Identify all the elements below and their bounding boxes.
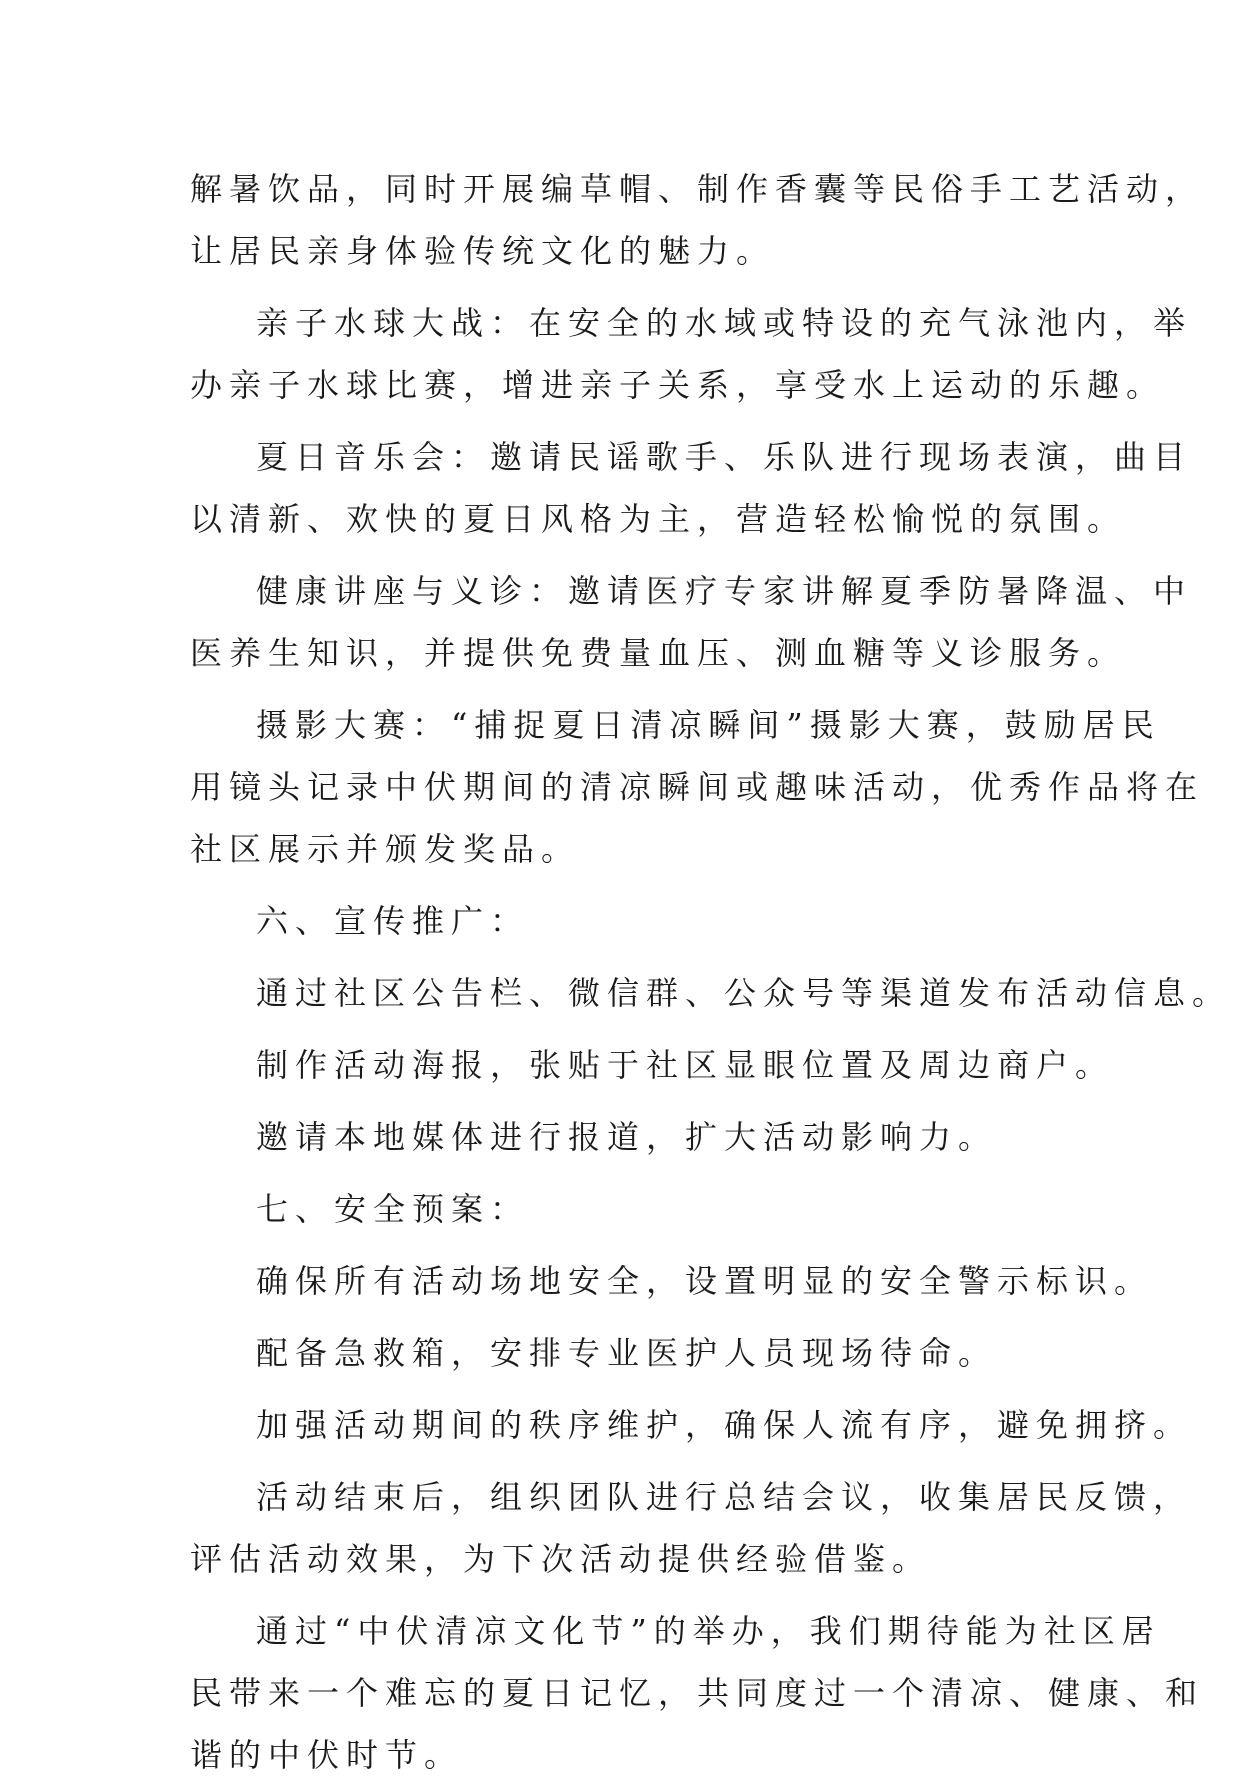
text-line: 医养生知识，并提供免费量血压、测血糖等义诊服务。 (190, 634, 1127, 672)
document-body (190, 158, 1232, 1786)
text-line: 社区展示并颁发奖品。 (190, 830, 581, 868)
text-line: 通过“中伏清凉文化节”的举办，我们期待能为社区居 (256, 1612, 1161, 1650)
text-line: 评估活动效果，为下次活动提供经验借鉴。 (190, 1540, 932, 1578)
text-line: 活动结束后，组织团队进行总结会议，收集居民反馈， (256, 1478, 1193, 1516)
text-line: 用镜头记录中伏期间的清凉瞬间或趣味活动，优秀作品将在 (190, 768, 1205, 806)
text-line: 夏日音乐会：邀请民谣歌手、乐队进行现场表演，曲目 (256, 438, 1193, 476)
text-line: 以清新、欢快的夏日风格为主，营造轻松愉悦的氛围。 (190, 500, 1127, 538)
section-heading: 七、安全预案： (256, 1190, 530, 1228)
text-line: 加强活动期间的秩序维护，确保人流有序，避免拥挤。 (256, 1406, 1193, 1444)
text-line: 制作活动海报，张贴于社区显眼位置及周边商户。 (256, 1046, 1115, 1084)
text-line: 让居民亲身体验传统文化的魅力。 (190, 232, 776, 270)
text-line: 谐的中伏时节。 (190, 1736, 464, 1774)
text-line: 亲子水球大战：在安全的水域或特设的充气泳池内，举 (256, 304, 1193, 342)
text-line: 通过社区公告栏、微信群、公众号等渠道发布活动信息。 (256, 974, 1232, 1012)
text-line: 配备急救箱，安排专业医护人员现场待命。 (256, 1334, 998, 1372)
text-line: 办亲子水球比赛，增进亲子关系，享受水上运动的乐趣。 (190, 366, 1166, 404)
text-line: 民带来一个难忘的夏日记忆，共同度过一个清凉、健康、和 (190, 1674, 1205, 1712)
text-line: 邀请本地媒体进行报道，扩大活动影响力。 (256, 1118, 998, 1156)
text-line: 确保所有活动场地安全，设置明显的安全警示标识。 (256, 1262, 1154, 1300)
text-line: 摄影大赛：“捕捉夏日清凉瞬间”摄影大赛，鼓励居民 (256, 706, 1161, 744)
text-line: 解暑饮品，同时开展编草帽、制作香囊等民俗手工艺活动， (190, 170, 1205, 208)
section-heading: 六、宣传推广： (256, 902, 530, 940)
text-line: 健康讲座与义诊：邀请医疗专家讲解夏季防暑降温、中 (256, 572, 1193, 610)
